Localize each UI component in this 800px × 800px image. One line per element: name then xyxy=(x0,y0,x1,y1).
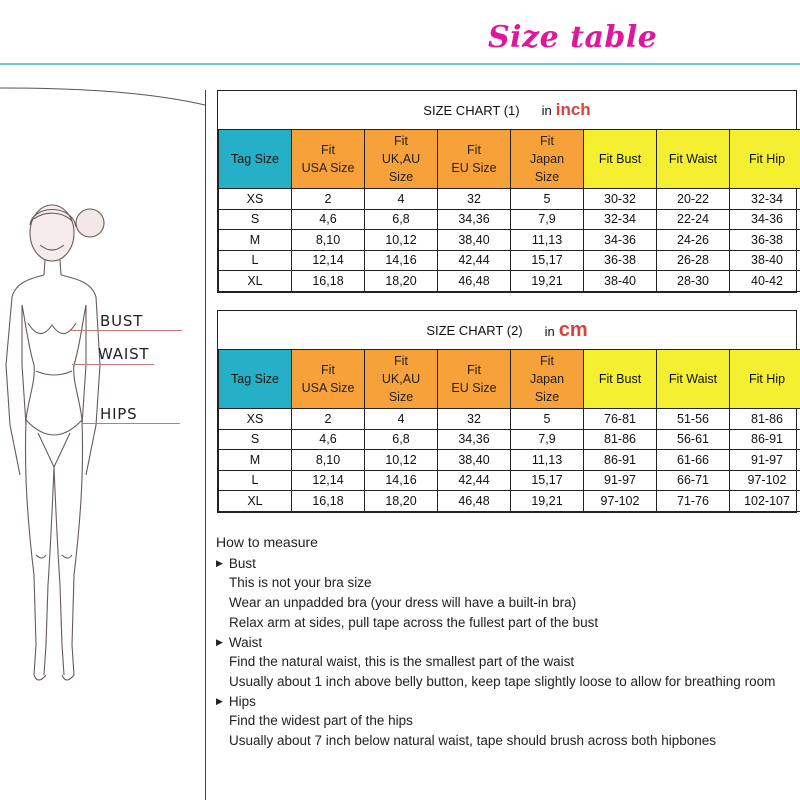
table-cell: 34-36 xyxy=(730,209,800,230)
column-header: Fit EU Size xyxy=(438,130,511,189)
size-table xyxy=(218,349,800,512)
table-cell: L xyxy=(219,250,292,271)
table-cell: 4 xyxy=(365,409,438,430)
table-cell: 12,14 xyxy=(292,250,365,271)
table-cell: 18,20 xyxy=(365,491,438,512)
table-cell: 8,10 xyxy=(292,230,365,251)
table-cell: 7,9 xyxy=(511,429,584,450)
table-cell: 46,48 xyxy=(438,491,511,512)
table-cell: XS xyxy=(219,189,292,210)
table-cell: 34-36 xyxy=(584,230,657,251)
table-cell: 91-97 xyxy=(730,450,800,471)
bust-label: BUST xyxy=(100,312,144,330)
measure-instruction: This is not your bra size xyxy=(229,575,372,590)
table-cell: M xyxy=(219,230,292,251)
table-cell: 8,10 xyxy=(292,450,365,471)
table-row xyxy=(219,429,800,450)
chart-name: SIZE CHART (1) xyxy=(423,102,520,118)
table-cell: 36-38 xyxy=(730,230,800,251)
table-row xyxy=(219,409,800,430)
table-cell: 19,21 xyxy=(511,491,584,512)
table-cell: XS xyxy=(219,409,292,430)
column-header: Fit Japan Size xyxy=(511,130,584,189)
table-cell: 38-40 xyxy=(584,271,657,292)
waist-label: WAIST xyxy=(98,345,150,363)
table-cell: 56-61 xyxy=(657,429,730,450)
table-cell: 97-102 xyxy=(584,491,657,512)
table-cell: 11,13 xyxy=(511,230,584,251)
measure-instruction: Find the widest part of the hips xyxy=(229,713,413,728)
decorative-curve xyxy=(0,85,210,125)
column-header: Fit USA Size xyxy=(292,130,365,189)
table-row xyxy=(219,470,800,491)
size-chart-cm xyxy=(217,310,797,513)
column-header: Fit Waist xyxy=(657,130,730,189)
table-cell: 42,44 xyxy=(438,470,511,491)
hips-label: HIPS xyxy=(100,405,138,423)
table-cell: 7,9 xyxy=(511,209,584,230)
table-cell: 11,13 xyxy=(511,450,584,471)
table-cell: 32 xyxy=(438,189,511,210)
bullet-arrow-icon: ▶ xyxy=(216,558,223,568)
table-cell: 42,44 xyxy=(438,250,511,271)
table-cell: 81-86 xyxy=(584,429,657,450)
table-row xyxy=(219,491,800,512)
table-cell: 20-22 xyxy=(657,189,730,210)
table-cell: 38,40 xyxy=(438,230,511,251)
table-cell: 6,8 xyxy=(365,209,438,230)
column-header: Fit Japan Size xyxy=(511,350,584,409)
table-cell: S xyxy=(219,429,292,450)
chart-unit: in inch xyxy=(541,100,591,119)
table-cell: 4 xyxy=(365,189,438,210)
table-cell: 16,18 xyxy=(292,491,365,512)
table-cell: 66-71 xyxy=(657,470,730,491)
hips-leader-line xyxy=(82,423,180,424)
table-cell: 71-76 xyxy=(657,491,730,512)
table-row xyxy=(219,189,800,210)
table-cell: 32-34 xyxy=(584,209,657,230)
table-cell: 102-107 xyxy=(730,491,800,512)
page-title: Size table xyxy=(488,20,658,55)
column-header: Tag Size xyxy=(219,350,292,409)
column-header: Fit UK,AU Size xyxy=(365,130,438,189)
header-row xyxy=(219,130,800,189)
table-cell: 16,18 xyxy=(292,271,365,292)
table-cell: 86-91 xyxy=(584,450,657,471)
table-row xyxy=(219,230,800,251)
table-cell: 76-81 xyxy=(584,409,657,430)
column-header: Fit UK,AU Size xyxy=(365,350,438,409)
divider-line xyxy=(205,90,206,800)
table-cell: 2 xyxy=(292,409,365,430)
measure-instruction: Usually about 7 inch below natural waist, tape should brush across both hipbones xyxy=(229,733,717,748)
size-chart-inch xyxy=(217,90,797,293)
table-cell: 34,36 xyxy=(438,209,511,230)
bullet-arrow-icon: ▶ xyxy=(216,696,223,706)
measure-section-title: ▶ Waist xyxy=(216,635,263,650)
chart-heading xyxy=(218,311,796,349)
table-cell: L xyxy=(219,470,292,491)
column-header: Fit Waist xyxy=(657,350,730,409)
bullet-arrow-icon: ▶ xyxy=(216,637,223,647)
how-to-measure-heading: How to measure xyxy=(216,534,318,550)
table-cell: 5 xyxy=(511,189,584,210)
table-cell: 26-28 xyxy=(657,250,730,271)
table-cell: 18,20 xyxy=(365,271,438,292)
table-cell: 86-91 xyxy=(730,429,800,450)
column-header: Fit Bust xyxy=(584,350,657,409)
column-header: Fit USA Size xyxy=(292,350,365,409)
table-cell: 34,36 xyxy=(438,429,511,450)
table-cell: 97-102 xyxy=(730,470,800,491)
table-row xyxy=(219,209,800,230)
table-cell: 24-26 xyxy=(657,230,730,251)
table-cell: 38-40 xyxy=(730,250,800,271)
body-figure-illustration xyxy=(0,175,200,695)
chart-name: SIZE CHART (2) xyxy=(426,322,523,338)
waist-leader-line xyxy=(72,364,154,365)
table-cell: 10,12 xyxy=(365,450,438,471)
table-cell: 19,21 xyxy=(511,271,584,292)
table-cell: 2 xyxy=(292,189,365,210)
table-cell: 14,16 xyxy=(365,470,438,491)
table-cell: 15,17 xyxy=(511,470,584,491)
table-cell: 10,12 xyxy=(365,230,438,251)
table-cell: 81-86 xyxy=(730,409,800,430)
table-cell: 51-56 xyxy=(657,409,730,430)
column-header: Fit Hip xyxy=(730,130,800,189)
how-to-measure xyxy=(216,534,775,749)
table-row xyxy=(219,250,800,271)
title-underline xyxy=(0,63,800,65)
table-cell: 46,48 xyxy=(438,271,511,292)
column-header: Fit Bust xyxy=(584,130,657,189)
measure-sections xyxy=(216,556,775,749)
table-cell: 12,14 xyxy=(292,470,365,491)
table-cell: 22-24 xyxy=(657,209,730,230)
table-cell: 5 xyxy=(511,409,584,430)
table-cell: 28-30 xyxy=(657,271,730,292)
table-cell: 4,6 xyxy=(292,209,365,230)
table-cell: 40-42 xyxy=(730,271,800,292)
table-cell: 36-38 xyxy=(584,250,657,271)
table-cell: S xyxy=(219,209,292,230)
table-cell: 4,6 xyxy=(292,429,365,450)
measure-instruction: Relax arm at sides, pull tape across the fullest part of the bust xyxy=(229,615,599,630)
measure-instruction: Usually about 1 inch above belly button, keep tape slightly loose to allow for breathing room xyxy=(229,674,776,689)
size-table xyxy=(218,129,800,292)
column-header: Fit EU Size xyxy=(438,350,511,409)
table-cell: XL xyxy=(219,271,292,292)
table-cell: 61-66 xyxy=(657,450,730,471)
column-header: Tag Size xyxy=(219,130,292,189)
table-cell: 6,8 xyxy=(365,429,438,450)
bust-leader-line xyxy=(70,330,182,331)
table-cell: 32 xyxy=(438,409,511,430)
table-row xyxy=(219,271,800,292)
column-header: Fit Hip xyxy=(730,350,800,409)
table-row xyxy=(219,450,800,471)
measure-section-title: ▶ Bust xyxy=(216,556,256,571)
measure-section-title: ▶ Hips xyxy=(216,694,256,709)
table-cell: 32-34 xyxy=(730,189,800,210)
measure-instruction: Wear an unpadded bra (your dress will have a built-in bra) xyxy=(229,595,577,610)
table-cell: 30-32 xyxy=(584,189,657,210)
table-cell: 91-97 xyxy=(584,470,657,491)
table-cell: 15,17 xyxy=(511,250,584,271)
table-cell: 14,16 xyxy=(365,250,438,271)
header-row xyxy=(219,350,800,409)
measure-instruction: Find the natural waist, this is the smallest part of the waist xyxy=(229,654,575,669)
table-cell: M xyxy=(219,450,292,471)
chart-heading xyxy=(218,91,796,129)
table-cell: XL xyxy=(219,491,292,512)
chart-unit: in cm xyxy=(544,318,588,341)
table-cell: 38,40 xyxy=(438,450,511,471)
